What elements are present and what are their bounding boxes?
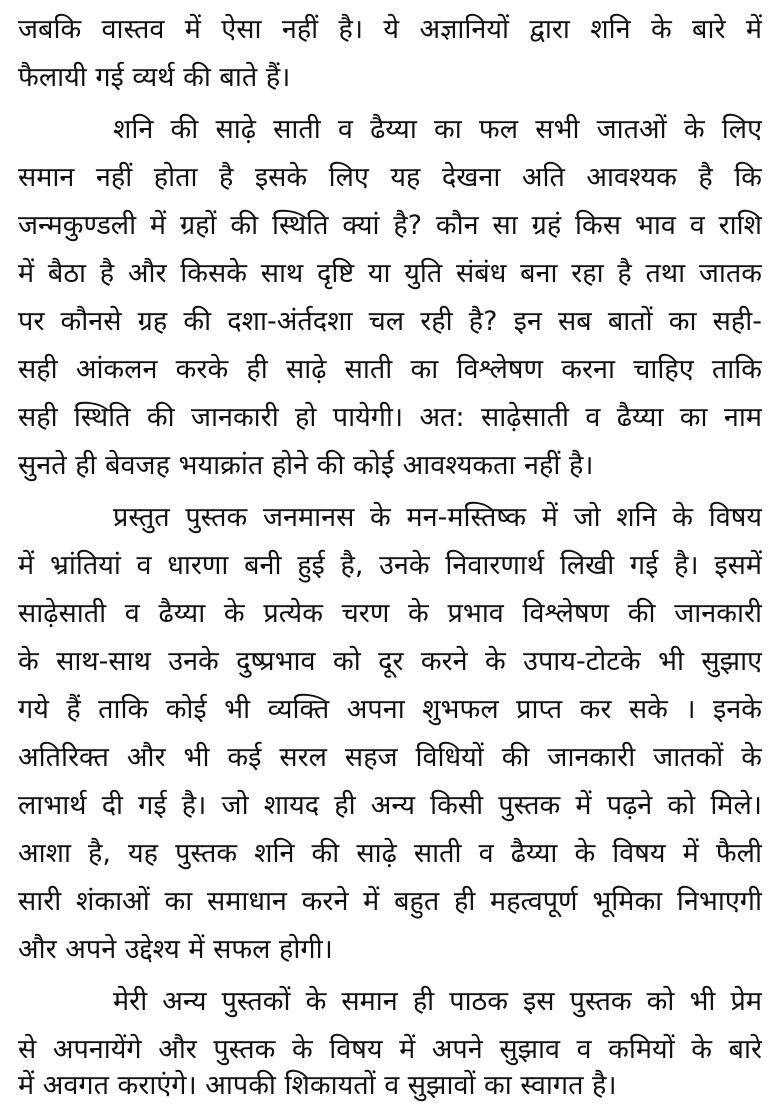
document-page bbox=[18, 0, 762, 1108]
text-line: सुनते ही बेवजह भयाक्रांत होने की कोई आवश्यकता नहीं है। bbox=[18, 450, 594, 481]
text-line: के साथ-साथ उनके दुष्प्रभाव को दूर करने के उपाय-टोटके भी सुझाए bbox=[18, 646, 762, 677]
text-line: फैलायी गई व्यर्थ की बाते हैं। bbox=[18, 62, 291, 93]
text-line: में भ्रांतियां व धारणा बनी हुई है, उनके निवारणार्थ लिखी गई है। इसमें bbox=[18, 550, 762, 581]
text-line: सही आंकलन करके ही साढ़े साती का विश्लेषण करना चाहिए ताकि bbox=[18, 354, 762, 385]
text-line: से अपनायेंगे और पुस्तक के विषय में अपने सुझाव व कमियों के बारे bbox=[18, 1034, 762, 1065]
paragraph-start-line: मेरी अन्य पुस्तकों के समान ही पाठक इस पुस्तक को भी प्रेम bbox=[113, 986, 762, 1017]
text-line: में बैठा है और किसके साथ दृष्टि या युति संबंध बना रहा है तथा जातक bbox=[18, 258, 762, 289]
paragraph-start-line: प्रस्तुत पुस्तक जनमानस के मन-मस्तिष्क में जो शनि के विषय bbox=[113, 502, 762, 533]
text-line: जन्मकुण्डली में ग्रहों की स्थिति क्यां है? कौन सा ग्रहं किस भाव व राशि bbox=[18, 210, 762, 241]
text-line: लाभार्थ दी गई है। जो शायद ही अन्य किसी पुस्तक में पढ़ने को मिले। bbox=[18, 790, 762, 821]
text-line: गये हैं ताकि कोई भी व्यक्ति अपना शुभफल प्राप्त कर सके । इनके bbox=[18, 694, 762, 725]
text-line: पर कौनसे ग्रह की दशा-अंर्तदशा चल रही है? इन सब बातों का सही- bbox=[18, 306, 762, 337]
text-line: साढ़ेसाती व ढैय्या के प्रत्येक चरण के प्रभाव विश्लेषण की जानकारी bbox=[18, 598, 762, 629]
text-line: में अवगत कराएंगे। आपकी शिकायतों व सुझावों का स्वागत है। bbox=[18, 1070, 617, 1101]
text-line: सारी शंकाओं का समाधान करने में बहुत ही महत्वपूर्ण भूमिका निभाएगी bbox=[18, 886, 762, 917]
text-line: आशा है, यह पुस्तक शनि की साढ़े साती व ढैय्या के विषय में फैली bbox=[18, 838, 762, 869]
text-line: सही स्थिति की जानकारी हो पायेगी। अत: साढ़ेसाती व ढैय्या का नाम bbox=[18, 402, 762, 433]
text-line: समान नहीं होता है इसके लिए यह देखना अति आवश्यक है कि bbox=[18, 162, 762, 193]
text-line: और अपने उद्देश्य में सफल होगी। bbox=[18, 934, 333, 965]
paragraph-start-line: शनि की साढ़े साती व ढैय्या का फल सभी जातओं के लिए bbox=[113, 114, 762, 145]
text-line: अतिरिक्त और भी कई सरल सहज विधियों की जानकारी जातकों के bbox=[18, 742, 762, 773]
text-line: जबकि वास्तव में ऐसा नहीं है। ये अज्ञानियों द्वारा शनि के बारे में bbox=[18, 14, 762, 45]
